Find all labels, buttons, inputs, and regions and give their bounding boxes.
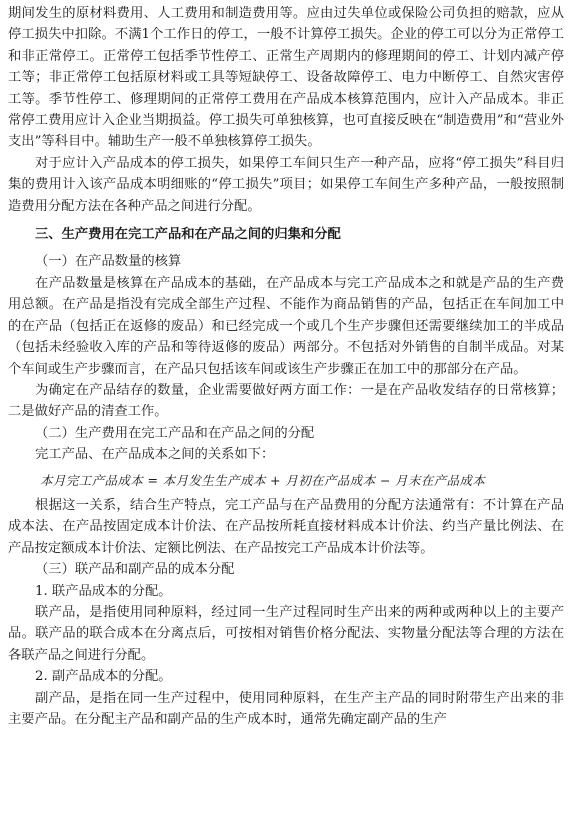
paragraph-stoppage-loss-definition: 期间发生的原材料费用、人工费用和制造费用等。应由过失单位或保险公司负担的赔款，应从停工损失中扣除。不满1个工作日的停工，一般不计算停工损失。企业的停工可以分为正常停工和非正常停工。正常停工包括季节性停工、正常生产周期内的修理期间的停工、计划内减产停工等；非正常停工包括原材料或工具等短缺停工、设备故障停工、电力中断停工、自然灾害停工等。季节性停工、修理期间的正常停工费用在产品成本核算范围内，应计入产品成本。非正常停工费用应计入企业当期损益。停工损失可单独核算，也可直接反映在“制造费用”和“营业外支出”等科目中。辅助生产一般不单独核算停工损失。 (8, 6, 564, 150)
section-title-3: 三、生产费用在完工产品和在产品之间的归集和分配 (35, 227, 341, 243)
item-title-by-products: 2. 副产品成本的分配。 (35, 669, 172, 685)
paragraph-wip-quantity: 在产品数量是核算在产品成本的基础，在产品成本与完工产品成本之和就是产品的生产费用总额。在产品是指没有完成全部生产过程、不能作为商品销售的产品，包括正在车间加工中的在产品（包括正在返修的废品）和已经完成一个或几个生产步骤但还需要继续加工的半成品（包括未经验收入库的产品和等待返修的废品）两部分。不包括对外销售的自制半成品。对某个车间或生产步骤而言，在产品只包括该车间或该生产步骤正在加工中的那部分在产品。 (8, 275, 564, 377)
paragraph-cost-relation-intro: 完工产品、在产品成本之间的关系如下： (35, 447, 275, 463)
subsection-title-1: （一）在产品数量的核算 (35, 254, 182, 270)
subsection-title-2: （二）生产费用在完工产品和在产品之间的分配 (35, 425, 315, 441)
paragraph-wip-inventory-work: 为确定在产品结存的数量，企业需要做好两方面工作：一是在产品收发结存的日常核算；二是做好产品的清查工作。 (8, 382, 564, 420)
subsection-title-3: （三）联产品和副产品的成本分配 (35, 562, 235, 578)
paragraph-allocation-methods: 根据这一关系，结合生产特点，完工产品与在产品费用的分配方法通常有：不计算在产品成本法、在产品按固定成本计价法、在产品按所耗直接材料成本计价法、约当产量比例法、在产品按定额成本计价法、定额比例法、在产品按完工产品成本计价法等。 (8, 497, 564, 556)
cost-formula: 本月完工产品成本 = 本月发生生产成本 + 月初在产品成本 − 月末在产品成本 (40, 472, 486, 488)
paragraph-stoppage-loss-allocation: 对于应计入产品成本的停工损失，如果停工车间只生产一种产品，应将“停工损失”科目归集的费用计入该产品成本明细账的“停工损失”项目；如果停工车间生产多种产品，一般按照制造费用分配方法在各种产品之间进行分配。 (8, 155, 564, 214)
paragraph-by-products: 副产品，是指在同一生产过程中，使用同种原料，在生产主产品的同时附带生产出来的非主要产品。在分配主产品和副产品的生产成本时，通常先确定副产品的生产 (8, 690, 564, 727)
item-title-joint-products: 1. 联产品成本的分配。 (35, 583, 172, 599)
paragraph-joint-products: 联产品，是指使用同种原料，经过同一生产过程同时生产出来的两种或两种以上的主要产品。联产品的联合成本在分离点后，可按相对销售价格分配法、实物量分配法等合理的方法在各联产品之间进行分配。 (8, 604, 564, 663)
